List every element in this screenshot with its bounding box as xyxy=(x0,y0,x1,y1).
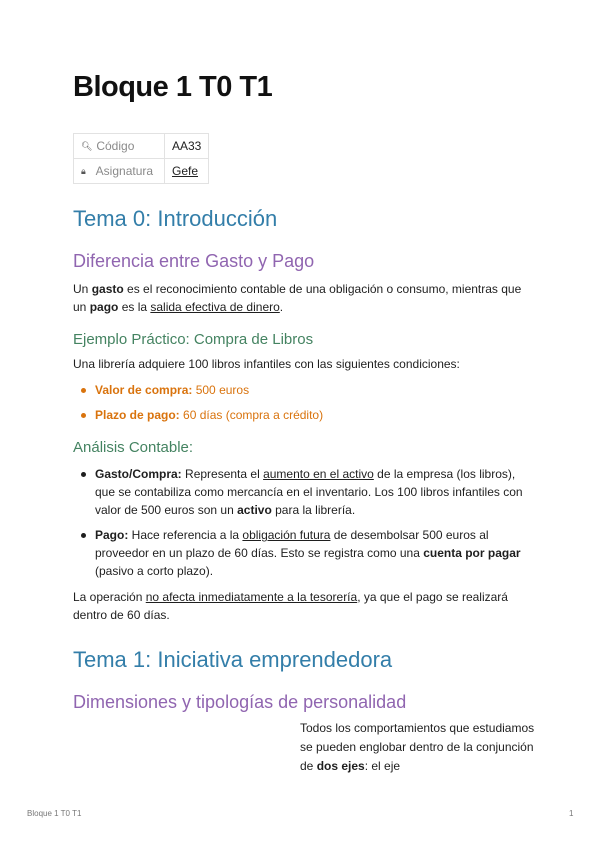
conclusion-paragraph: La operación no afecta inmediatamente a la tesorería, ya que el pago se realizará dentro de 60 días. xyxy=(73,590,508,622)
tema1-heading: Tema 1: Iniciativa emprendedora xyxy=(73,647,393,672)
property-value: AA33 xyxy=(165,134,209,159)
list-item: Pago: Hace referencia a la obligación futura de desembolsar 500 euros al proveedor en un plazo de 60 días. Esto se registra como una cuenta por pagar (pasivo a corto plazo). xyxy=(73,526,523,580)
tema0-heading: Tema 0: Introducción xyxy=(73,206,278,231)
tema1-subheading: Dimensiones y tipologías de personalidad xyxy=(73,692,407,712)
properties-table xyxy=(73,133,209,184)
list-item: Valor de compra: 500 euros xyxy=(73,381,323,399)
personality-text: Todos los comportamientos que estudiamos se pueden englobar dentro de la conjunción de dos ejes: el eje xyxy=(300,721,535,773)
page-number: 1 xyxy=(569,809,574,818)
search-icon: 🔍︎ xyxy=(81,141,93,152)
page-title: Bloque 1 T0 T1 xyxy=(73,71,273,103)
property-row-asignatura xyxy=(74,159,209,184)
property-row-codigo xyxy=(74,134,209,159)
example-text: Una librería adquiere 100 libros infantiles con las siguientes condiciones: xyxy=(73,357,460,371)
list-item: Plazo de pago: 60 días (compra a crédito) xyxy=(73,406,323,424)
list-item: Gasto/Compra: Representa el aumento en el activo de la empresa (los libros), que se contabiliza como mercancía en el inventario. Los 100 libros infantiles con valor de 500 euros son un activo para la librería. xyxy=(73,465,523,519)
analysis-heading: Análisis Contable: xyxy=(73,439,194,456)
gasto-pago-paragraph: Un gasto es el reconocimiento contable de una obligación o consumo, mientras que un pago es la salida efectiva de dinero. xyxy=(73,282,522,314)
tema0-subheading: Diferencia entre Gasto y Pago xyxy=(73,251,315,271)
conditions-list xyxy=(73,381,323,431)
analysis-list xyxy=(73,465,523,587)
footer-title: Bloque 1 T0 T1 xyxy=(27,809,82,818)
property-key: Código xyxy=(96,139,135,153)
example-heading: Ejemplo Práctico: Compra de Libros xyxy=(73,331,314,348)
lock-icon: 🔒︎ xyxy=(81,166,86,177)
property-key: Asignatura xyxy=(95,164,154,178)
asignatura-link[interactable]: Gefe xyxy=(172,164,199,178)
